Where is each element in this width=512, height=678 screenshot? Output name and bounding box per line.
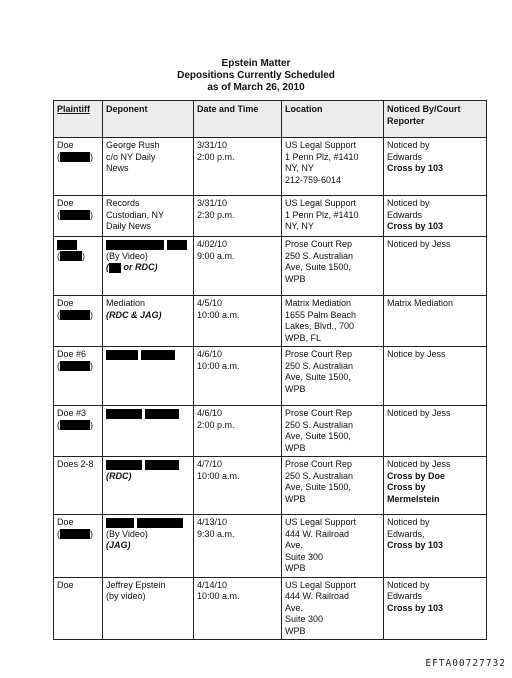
- redacted-name-parenthetical: ( ): [57, 528, 93, 539]
- deposition-date: 4/14/10: [197, 579, 228, 590]
- location-line: Ave, Suite 1500,: [285, 431, 351, 441]
- doc-title: Epstein Matter: [221, 58, 291, 69]
- location-line: Ave, Suite 1500,: [285, 372, 351, 382]
- cell-plaintiff: [54, 296, 103, 347]
- location-line: WPB: [285, 493, 306, 504]
- cell-noticed-by: [384, 196, 487, 237]
- deposition-time: 2:00 p.m.: [197, 151, 235, 162]
- deposition-date: 4/5/10: [197, 298, 223, 308]
- location-line: Prose Court Rep: [285, 459, 353, 469]
- noticed-line: Edwards: [387, 151, 423, 162]
- table-row: [54, 347, 487, 406]
- deponent-line: (By Video): [106, 250, 148, 261]
- col-header-noticed-by: Noticed By/Court Reporter: [384, 101, 487, 138]
- cell-noticed-by: [384, 138, 487, 196]
- location-line: Ave, Suite 1500,: [285, 262, 351, 272]
- plaintiff-name: Doe #6: [57, 349, 87, 359]
- cell-noticed-by: [384, 237, 487, 296]
- redaction-block: [145, 409, 179, 419]
- plaintiff-name: Doe: [57, 298, 74, 308]
- location-line: 1 Penn Plz, #1410: [285, 151, 359, 162]
- location-line: WPB: [285, 625, 306, 636]
- col-header-deponent: Deponent: [103, 101, 194, 138]
- location-line: Ave, Suite 1500,: [285, 482, 351, 492]
- noticed-line: Noticed by Jess: [387, 459, 451, 469]
- plaintiff-name: Does 2-8: [57, 459, 94, 469]
- deposition-time: 2:30 p.m.: [197, 209, 235, 220]
- plaintiff-name: Doe #3: [57, 408, 87, 418]
- cell-date-time: [194, 347, 282, 406]
- location-line: US Legal Support: [285, 198, 357, 208]
- plaintiff-name: Doe: [57, 140, 74, 150]
- location-line: WPB: [285, 273, 306, 284]
- location-line: 1655 Palm Beach: [285, 309, 357, 320]
- table-row: [54, 515, 487, 578]
- cell-plaintiff: [54, 577, 103, 640]
- plaintiff-name: Doe: [57, 579, 74, 590]
- cell-location: [282, 577, 384, 640]
- cell-deponent: [103, 457, 194, 515]
- redaction-block: [60, 529, 90, 539]
- location-line: WPB: [285, 563, 306, 573]
- table-header-row: [54, 101, 487, 138]
- redacted-name-parenthetical: ( ): [57, 151, 93, 162]
- deposition-time: 10:00 a.m.: [197, 470, 240, 481]
- location-line: NY, NY: [285, 163, 314, 173]
- deponent-line: Records: [106, 198, 140, 208]
- cell-date-time: [194, 237, 282, 296]
- deponent-line: Daily News: [106, 221, 152, 231]
- location-line: 250 S. Australian: [285, 360, 354, 371]
- cross-line: Cross by Doe: [387, 470, 446, 481]
- redacted-name-parenthetical: ( ): [57, 309, 93, 320]
- cell-location: [282, 296, 384, 347]
- redaction-block: [106, 240, 164, 250]
- location-line: Prose Court Rep: [285, 408, 353, 418]
- cell-location: [282, 237, 384, 296]
- cell-plaintiff: [54, 406, 103, 457]
- location-line: 250 S. Australian: [285, 250, 354, 261]
- deposition-time: 9:00 a.m.: [197, 250, 235, 261]
- table-row: [54, 237, 487, 296]
- location-line: 444 W. Railroad: [285, 591, 350, 601]
- cell-noticed-by: [384, 577, 487, 640]
- noticed-line: Edwards,: [387, 528, 425, 539]
- cell-deponent: [103, 515, 194, 578]
- deposition-date: 3/31/10: [197, 140, 228, 150]
- cross-line: Cross by 103: [387, 602, 444, 613]
- cross-line: Cross by 103: [387, 163, 444, 173]
- location-line: WPB, FL: [285, 332, 322, 343]
- cell-date-time: [194, 296, 282, 347]
- cell-plaintiff: [54, 237, 103, 296]
- deposition-date: 3/31/10: [197, 198, 228, 208]
- cell-plaintiff: [54, 347, 103, 406]
- redaction-block: [60, 361, 90, 371]
- deponent-line: (By Video): [106, 528, 148, 539]
- cell-plaintiff: [54, 515, 103, 578]
- noticed-line: Matrix Mediation: [387, 298, 454, 308]
- cell-location: [282, 347, 384, 406]
- cell-noticed-by: [384, 406, 487, 457]
- deponent-line: Mediation: [106, 298, 146, 308]
- table-row: [54, 296, 487, 347]
- location-line: US Legal Support: [285, 140, 357, 150]
- cell-plaintiff: [54, 196, 103, 237]
- deposition-time: 9:30 a.m.: [197, 528, 235, 539]
- deposition-time: 10:00 a.m.: [197, 591, 240, 601]
- cell-location: [282, 196, 384, 237]
- deponent-line: News: [106, 163, 129, 173]
- doc-subtitle: Depositions Currently Scheduled: [177, 70, 335, 81]
- plaintiff-name: Doe: [57, 517, 74, 527]
- location-line: WPB: [285, 383, 306, 394]
- cell-deponent: [103, 347, 194, 406]
- cross-line: Cross by: [387, 482, 426, 492]
- location-line: 212-759-6014: [285, 174, 342, 185]
- cross-line: Cross by 103: [387, 221, 444, 231]
- cell-location: [282, 515, 384, 578]
- cell-date-time: [194, 138, 282, 196]
- deponent-note: (RDC & JAG): [106, 309, 162, 320]
- deposition-date: 4/13/10: [197, 517, 228, 527]
- redacted-name-parenthetical: ( ): [57, 250, 85, 261]
- cell-location: [282, 138, 384, 196]
- redaction-block: [57, 240, 77, 250]
- cell-deponent: [103, 577, 194, 640]
- table-row: [54, 577, 487, 640]
- redacted-name-parenthetical: ( ): [57, 360, 93, 371]
- location-line: US Legal Support: [285, 579, 357, 590]
- location-line: NY, NY: [285, 221, 314, 231]
- cell-deponent: (By Video) ( or RDC): [103, 237, 194, 296]
- deposition-date: 4/6/10: [197, 349, 223, 359]
- location-line: WPB: [285, 442, 306, 453]
- redaction-block: [137, 518, 183, 528]
- redacted-name-parenthetical: ( ): [57, 419, 93, 430]
- location-line: 1 Penn Plz, #1410: [285, 209, 359, 220]
- cell-noticed-by: [384, 296, 487, 347]
- location-line: US Legal Support: [285, 517, 357, 527]
- redaction-block: [106, 350, 138, 360]
- cell-noticed-by: [384, 457, 487, 515]
- col-header-plaintiff: Plaintiff: [54, 101, 103, 138]
- noticed-line: Edwards: [387, 209, 423, 220]
- deposition-time: 10:00 a.m.: [197, 360, 240, 371]
- location-line: Suite 300: [285, 551, 324, 562]
- deposition-time: 10:00 a.m.: [197, 309, 240, 320]
- deponent-line: George Rush: [106, 140, 160, 150]
- depositions-table: [53, 100, 487, 640]
- doc-date: as of March 26, 2010: [207, 82, 305, 93]
- redaction-block: [141, 350, 175, 360]
- cell-noticed-by: [384, 347, 487, 406]
- redaction-block: [60, 310, 90, 320]
- redaction-block: [60, 251, 82, 261]
- cell-location: [282, 457, 384, 515]
- deponent-note: (JAG): [106, 540, 131, 550]
- redaction-block: [109, 263, 121, 273]
- noticed-line: Noticed by: [387, 579, 430, 590]
- location-line: 444 W. Railroad: [285, 528, 350, 539]
- location-line: Prose Court Rep: [285, 239, 353, 249]
- table-row: [54, 457, 487, 515]
- deposition-date: 4/02/10: [197, 239, 228, 249]
- location-line: Ave.: [285, 602, 303, 613]
- deponent-line: c/o NY Daily: [106, 151, 156, 162]
- noticed-line: Noticed by Jess: [387, 239, 451, 249]
- table-row: [54, 196, 487, 237]
- redaction-block: [106, 460, 142, 470]
- redaction-block: [60, 420, 90, 430]
- cell-deponent: [103, 196, 194, 237]
- location-line: Suite 300: [285, 614, 324, 624]
- redaction-block: [145, 460, 179, 470]
- cell-deponent: [103, 406, 194, 457]
- noticed-line: Noticed by: [387, 198, 430, 208]
- deponent-line: (by video): [106, 591, 146, 601]
- deposition-date: 4/7/10: [197, 459, 223, 469]
- cell-date-time: [194, 457, 282, 515]
- bates-stamp: EFTA00727732: [425, 658, 506, 669]
- redaction-block: [106, 409, 142, 419]
- cross-line: Cross by 103: [387, 540, 444, 550]
- cell-date-time: [194, 577, 282, 640]
- plaintiff-name: Doe: [57, 198, 74, 208]
- deponent-line: Jeffrey Epstein: [106, 579, 166, 590]
- deponent-note: (RDC): [106, 470, 132, 481]
- redaction-block: [60, 210, 90, 220]
- cell-deponent: [103, 296, 194, 347]
- noticed-line: Noticed by: [387, 140, 430, 150]
- table-row: [54, 406, 487, 457]
- cell-date-time: [194, 515, 282, 578]
- cell-deponent: [103, 138, 194, 196]
- col-header-date-time: Date and Time: [194, 101, 282, 138]
- location-line: 250 S. Australian: [285, 419, 354, 430]
- cell-noticed-by: [384, 515, 487, 578]
- cell-plaintiff: [54, 457, 103, 515]
- cell-plaintiff: [54, 138, 103, 196]
- noticed-line: Notice by Jess: [387, 349, 446, 359]
- cell-date-time: [194, 406, 282, 457]
- redaction-block: [106, 518, 134, 528]
- location-line: Matrix Mediation: [285, 298, 352, 308]
- redaction-block: [167, 240, 187, 250]
- noticed-line: Edwards: [387, 591, 423, 601]
- noticed-line: Noticed by: [387, 517, 430, 527]
- cross-line: Mermelstein: [387, 493, 440, 504]
- cell-location: [282, 406, 384, 457]
- table-row: [54, 138, 487, 196]
- cell-date-time: [194, 196, 282, 237]
- location-line: Ave.: [285, 540, 303, 550]
- location-line: Prose Court Rep: [285, 349, 353, 359]
- col-header-location: Location: [282, 101, 384, 138]
- deponent-note: or RDC): [123, 262, 158, 272]
- noticed-line: Noticed by Jess: [387, 408, 451, 418]
- location-line: Lakes, Blvd., 700: [285, 321, 355, 331]
- deponent-line: Custodian, NY: [106, 209, 165, 220]
- location-line: 250 S. Australian: [285, 470, 354, 481]
- deposition-date: 4/6/10: [197, 408, 223, 418]
- deposition-time: 2:00 p.m.: [197, 419, 235, 430]
- redaction-block: [60, 152, 90, 162]
- redacted-name-parenthetical: ( ): [57, 209, 93, 220]
